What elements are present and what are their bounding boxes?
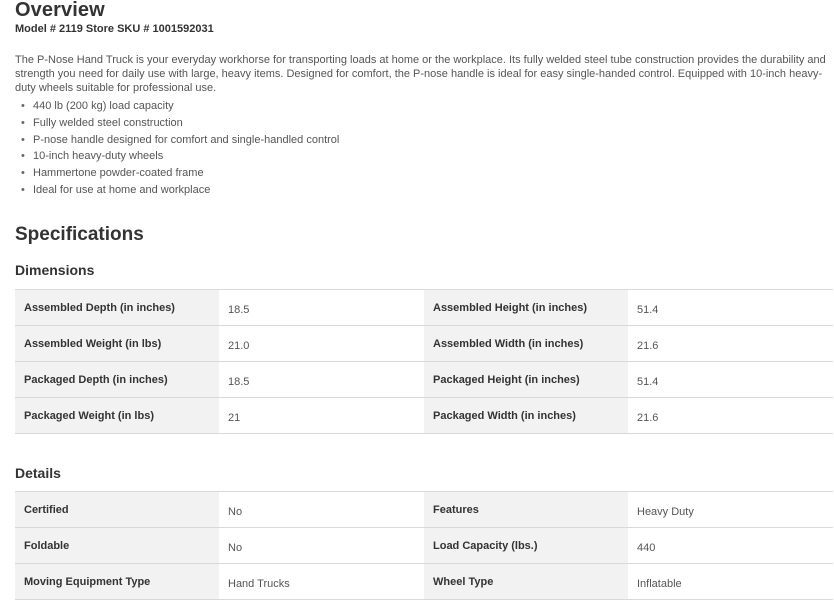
- spec-value: 21.6: [628, 398, 833, 434]
- spec-value: 18.5: [219, 290, 424, 326]
- list-item: • Hammertone powder-coated frame: [15, 165, 339, 182]
- spec-label: Wheel Type: [424, 564, 628, 600]
- spec-label: Assembled Height (in inches): [424, 290, 628, 326]
- spec-value: 51.4: [628, 290, 833, 326]
- spec-label: Packaged Height (in inches): [424, 362, 628, 398]
- bullet-icon: •: [21, 116, 25, 129]
- spec-label: Packaged Depth (in inches): [15, 362, 219, 398]
- spec-label: Assembled Depth (in inches): [15, 290, 219, 326]
- product-description: The P-Nose Hand Truck is your everyday workhorse for transporting loads at home or the workplace. Its fully welded steel tube construction provides the durability and strength you need for daily use with large, heavy items. Designed for comfort, the P-nose handle is ideal for easy single-handed control. Equipped with 10-inch heavy-duty wheels suitable for professional use.: [15, 54, 826, 94]
- spec-value: 440: [628, 528, 833, 564]
- table-row: [15, 564, 833, 600]
- spec-value: 21.0: [219, 326, 424, 362]
- bullet-icon: •: [21, 150, 25, 163]
- spec-value: No: [219, 528, 424, 564]
- spec-value: Heavy Duty: [628, 492, 833, 528]
- spec-label: Assembled Weight (in lbs): [15, 326, 219, 362]
- dimensions-heading: Dimensions: [15, 262, 95, 278]
- spec-label: Load Capacity (lbs.): [424, 528, 628, 564]
- spec-value: 21.6: [628, 326, 833, 362]
- table-row: [15, 290, 833, 326]
- list-item: • Fully welded steel construction: [15, 115, 339, 132]
- spec-value: No: [219, 492, 424, 528]
- bullet-icon: •: [21, 100, 25, 112]
- table-row: [15, 398, 833, 434]
- spec-label: Foldable: [15, 528, 219, 564]
- spec-label: Packaged Weight (in lbs): [15, 398, 219, 434]
- spec-value: 18.5: [219, 362, 424, 398]
- spec-value: Inflatable: [628, 564, 833, 600]
- spec-label: Features: [424, 492, 628, 528]
- overview-title: Overview: [15, 0, 105, 21]
- feature-list: [15, 98, 339, 199]
- spec-label: Assembled Width (in inches): [424, 326, 628, 362]
- details-heading: Details: [15, 465, 61, 481]
- spec-value: 21: [219, 398, 424, 434]
- specifications-title: Specifications: [15, 224, 144, 245]
- spec-label: Packaged Width (in inches): [424, 398, 628, 434]
- table-row: [15, 492, 833, 528]
- table-row: [15, 528, 833, 564]
- table-row: [15, 326, 833, 362]
- spec-value: Hand Trucks: [219, 564, 424, 600]
- table-row: [15, 362, 833, 398]
- bullet-icon: •: [21, 167, 25, 180]
- list-item: • Ideal for use at home and workplace: [15, 182, 339, 199]
- details-table: [15, 491, 833, 600]
- spec-label: Moving Equipment Type: [15, 564, 219, 600]
- list-item: • 440 lb (200 kg) load capacity: [15, 98, 339, 115]
- model-sku-line: Model # 2119 Store SKU # 1001592031: [15, 23, 214, 35]
- bullet-icon: •: [21, 133, 25, 146]
- dimensions-table: [15, 289, 833, 434]
- bullet-icon: •: [21, 183, 25, 196]
- list-item: • 10-inch heavy-duty wheels: [15, 148, 339, 165]
- spec-value: 51.4: [628, 362, 833, 398]
- spec-label: Certified: [15, 492, 219, 528]
- list-item: • P-nose handle designed for comfort and single-handled control: [15, 132, 339, 149]
